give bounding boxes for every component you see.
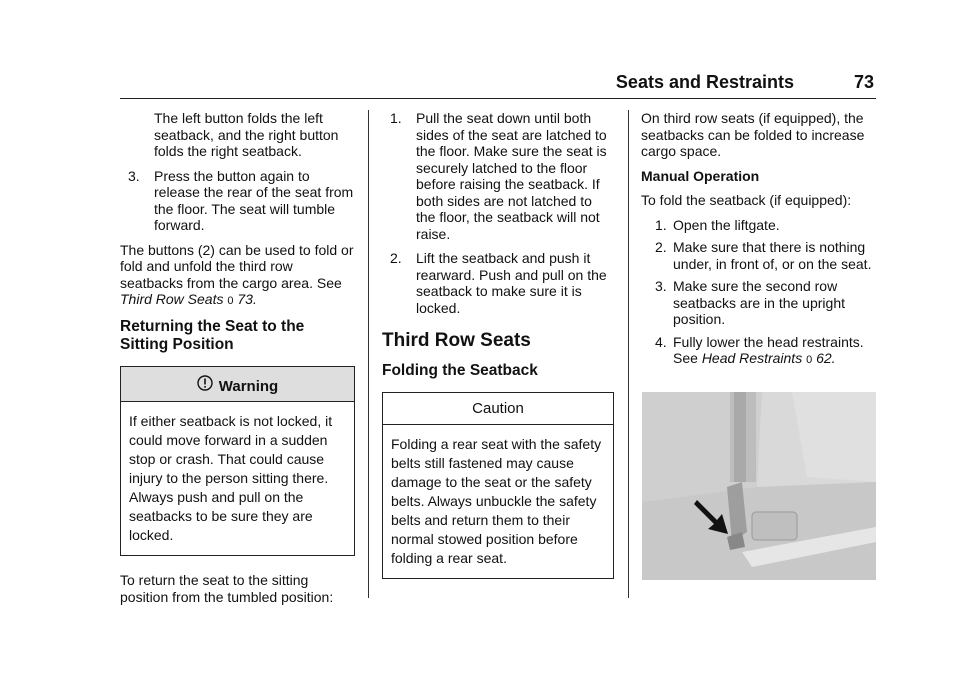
subsection-heading: Folding the Seatback [382,362,538,379]
paragraph [120,242,355,310]
cross-reference-link[interactable]: Third Row Seats [120,291,224,307]
section-header-title: Seats and Restraints [615,72,794,92]
section-title: Third Row Seats [382,330,531,351]
warning-box [120,366,355,557]
column-divider [368,110,369,598]
list-number: 4. [655,333,667,350]
cross-reference-link[interactable]: Head Restraints [701,350,803,366]
list-number: 2. [390,250,402,266]
warning-body: If either seatback is not locked, it could move forward in a sudden stop or crash. That could cause injury to the person sitting there. Always push and pull on the seatbacks to be sure they are locked. [129,413,333,543]
paragraph: To fold the seatback (if equipped): [641,192,852,208]
list-text: Lift the seatback and push it rearward. Push and pull on the seatback to make sure it is locked. [416,250,607,316]
paragraph-text: The buttons (2) can be used to fold or fold and unfold the third row seatbacks from the cargo area. See [120,241,354,291]
list-item [641,239,877,272]
list-item [641,334,877,369]
seat-illustration [642,392,876,580]
list-number: 3. [128,167,140,184]
warning-header [121,367,354,403]
column-3 [641,110,877,375]
seat-belt-illustration-icon [642,392,876,580]
list-text: Pull the seat down until both sides of the seat are latched to the floor. Make sure the seat is securely latched to the floor before raising the seatback. If both sides are not latched to the floor, the seatback will not raise. [416,110,607,242]
list-item [120,168,355,234]
column-2 [382,110,614,595]
continued-step-text: The left button folds the left seatback, and the right button folds the right seatback. [154,110,339,159]
page-header [120,72,876,99]
warning-title: Warning [218,377,279,395]
cross-reference-page: 62. [816,350,836,366]
list-item [382,250,614,316]
list-text: Press the button again to release the rear of the seat from the floor. The seat will tumble forward. [154,167,354,233]
list-text: Make sure that there is nothing under, in front of, or on the seat. [673,239,872,272]
list-number: 1. [655,216,667,233]
warning-icon [197,375,213,395]
cross-reference-page: 73. [237,291,257,307]
list-number: 2. [655,239,667,255]
column-1 [120,110,355,613]
list-text: Fully lower the head restraints. See [673,333,864,366]
caution-header: Caution [383,393,613,425]
subheading: Manual Operation [641,167,760,184]
list-number: 3. [655,278,667,294]
list-number: 1. [390,110,402,126]
list-item [382,110,614,242]
list-text: Open the liftgate. [673,216,780,233]
section-heading: Returning the Seat to the Sitting Position [120,317,305,353]
page-ref-icon: 0 [806,354,813,366]
caution-box [382,392,614,579]
paragraph: To return the seat to the sitting position from the tumbled position: [120,572,334,605]
list-item [641,217,877,234]
caution-body: Folding a rear seat with the safety belts still fastened may cause damage to the seat or the safety belts. Always unbuckle the safety belts and return them to their normal stowed position before folding a rear seat. [391,435,602,566]
list-text: Make sure the second row seatbacks are in the upright position. [673,278,845,327]
page-ref-icon: 0 [227,295,234,307]
column-divider [628,110,629,598]
list-item [641,278,877,328]
paragraph: On third row seats (if equipped), the seatbacks can be folded to increase cargo space. [641,110,865,159]
page-number: 73 [853,72,874,92]
